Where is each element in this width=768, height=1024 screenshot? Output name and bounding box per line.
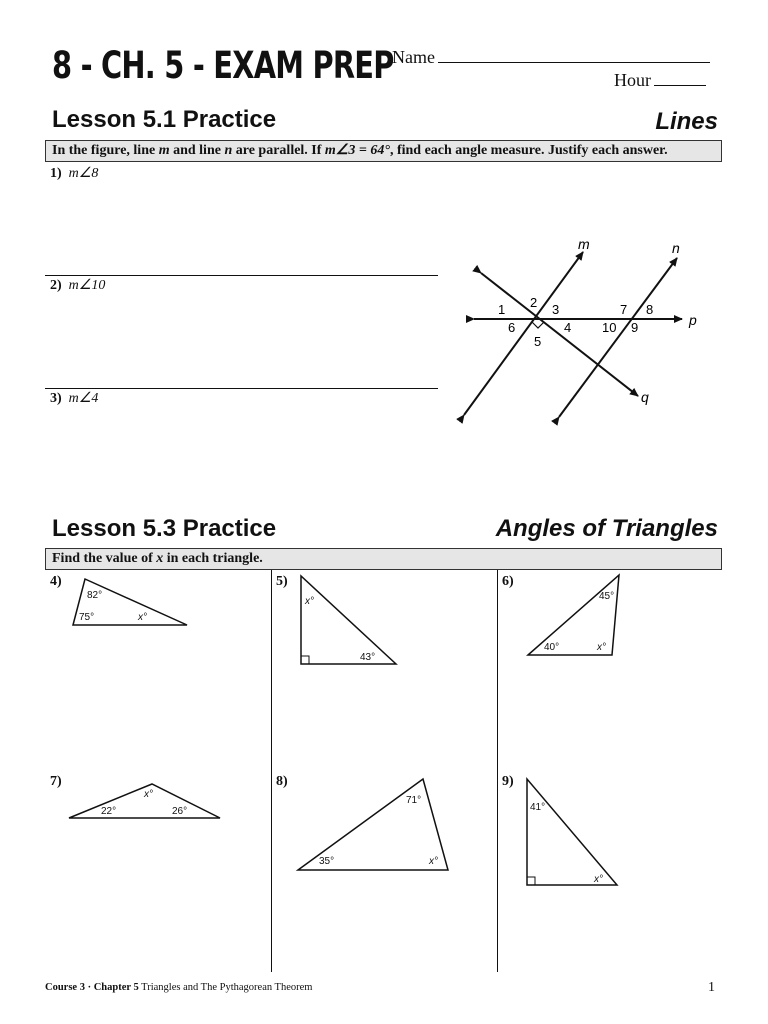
- angle-8: 8: [646, 302, 654, 317]
- t5-angle-x: x°: [305, 596, 314, 607]
- instr-text-d: , find each angle measure. Justify each answer.: [389, 143, 668, 158]
- t4-angle-82: 82°: [87, 590, 103, 601]
- t6-angle-x: x°: [597, 642, 606, 653]
- answer-line-1[interactable]: [45, 275, 438, 276]
- question-number: 2): [50, 278, 62, 293]
- question-number: 3): [50, 391, 62, 406]
- angle-4: 4: [564, 320, 572, 335]
- problem-6-number: 6): [502, 574, 514, 589]
- t9-right-angle: [527, 877, 535, 885]
- footer-course: Course 3 · Chapter 5: [45, 982, 139, 993]
- t8-angle-71: 71°: [406, 795, 422, 806]
- instr-var-m: m: [158, 143, 170, 158]
- t5-angle-43: 43°: [360, 652, 376, 663]
- t9-angle-x: x°: [594, 874, 603, 885]
- question-1: [50, 165, 98, 182]
- angle-9: 9: [631, 320, 639, 335]
- lesson-5-1-title: Lesson 5.1 Practice: [52, 106, 277, 133]
- t7-angle-22: 22°: [101, 806, 117, 817]
- t7-angle-26: 26°: [172, 806, 188, 817]
- question-number: 1): [50, 166, 62, 181]
- triangle-5: [301, 576, 396, 664]
- hour-field[interactable]: [614, 70, 706, 91]
- t8-angle-x: x°: [429, 856, 438, 867]
- column-divider-1: [271, 570, 272, 972]
- instr-text-c: are parallel. If: [232, 143, 325, 158]
- triangle-4: [73, 579, 187, 625]
- instr-var-n: n: [224, 143, 233, 158]
- t4-angle-x: x°: [138, 612, 147, 623]
- angle-3: 3: [552, 302, 560, 317]
- problem-5-number: 5): [276, 574, 288, 589]
- problem-9-number: 9): [502, 774, 514, 789]
- lesson-5-1-instructions: [45, 140, 722, 162]
- instr-text-b: in each triangle.: [163, 551, 263, 566]
- parallel-lines-figure: [450, 230, 720, 430]
- hour-label: Hour: [614, 70, 651, 90]
- lesson-5-3-title: Lesson 5.3 Practice: [52, 515, 277, 542]
- angle-6: 6: [508, 320, 516, 335]
- question-expr: m∠10: [68, 278, 106, 293]
- angle-5: 5: [534, 334, 542, 349]
- question-3: [50, 390, 98, 407]
- lesson-5-3-topic: Angles of Triangles: [495, 515, 718, 542]
- triangle-7: [69, 784, 220, 818]
- problem-7-number: 7): [50, 774, 62, 789]
- angle-10: 10: [602, 320, 617, 335]
- page-title: 8 - CH. 5 - EXAM PREP: [52, 44, 394, 87]
- angle-7: 7: [620, 302, 628, 317]
- lesson-5-3-instructions: [45, 548, 722, 570]
- t6-angle-40: 40°: [544, 642, 560, 653]
- lesson-5-1-topic: Lines: [655, 108, 718, 135]
- label-q: q: [641, 389, 649, 405]
- instr-var-x: x: [156, 551, 164, 566]
- t6-angle-45: 45°: [599, 591, 615, 602]
- t5-right-angle: [301, 656, 309, 664]
- t8-angle-35: 35°: [319, 856, 335, 867]
- question-expr: m∠4: [68, 391, 99, 406]
- label-n: n: [672, 240, 680, 256]
- triangle-9: [527, 779, 617, 885]
- label-p: p: [689, 312, 697, 328]
- name-blank[interactable]: [438, 48, 710, 63]
- hour-blank[interactable]: [654, 71, 706, 86]
- question-expr: m∠8: [68, 166, 99, 181]
- triangle-8: [298, 779, 448, 870]
- angle-2: 2: [530, 295, 538, 310]
- t9-angle-41: 41°: [530, 802, 546, 813]
- label-m: m: [578, 236, 590, 252]
- triangle-6: [528, 575, 619, 655]
- footer: [45, 982, 312, 993]
- footer-subtitle: Triangles and The Pythagorean Theorem: [138, 982, 313, 993]
- page-number: 1: [708, 980, 715, 995]
- instr-condition: m∠3 = 64°: [324, 143, 390, 158]
- answer-line-2[interactable]: [45, 388, 438, 389]
- t4-angle-75: 75°: [79, 612, 95, 623]
- instr-text-b: and line: [169, 143, 225, 158]
- problem-4-number: 4): [50, 574, 62, 589]
- t7-angle-x: x°: [144, 789, 153, 800]
- problem-8-number: 8): [276, 774, 288, 789]
- name-field[interactable]: [392, 47, 710, 68]
- right-angle-mark: [532, 322, 544, 328]
- instr-text-a: Find the value of: [52, 551, 157, 566]
- line-n: [559, 258, 677, 417]
- name-label: Name: [392, 47, 435, 67]
- column-divider-2: [497, 570, 498, 972]
- question-2: [50, 277, 105, 294]
- angle-1: 1: [498, 302, 506, 317]
- instr-text-a: In the figure, line: [52, 143, 159, 158]
